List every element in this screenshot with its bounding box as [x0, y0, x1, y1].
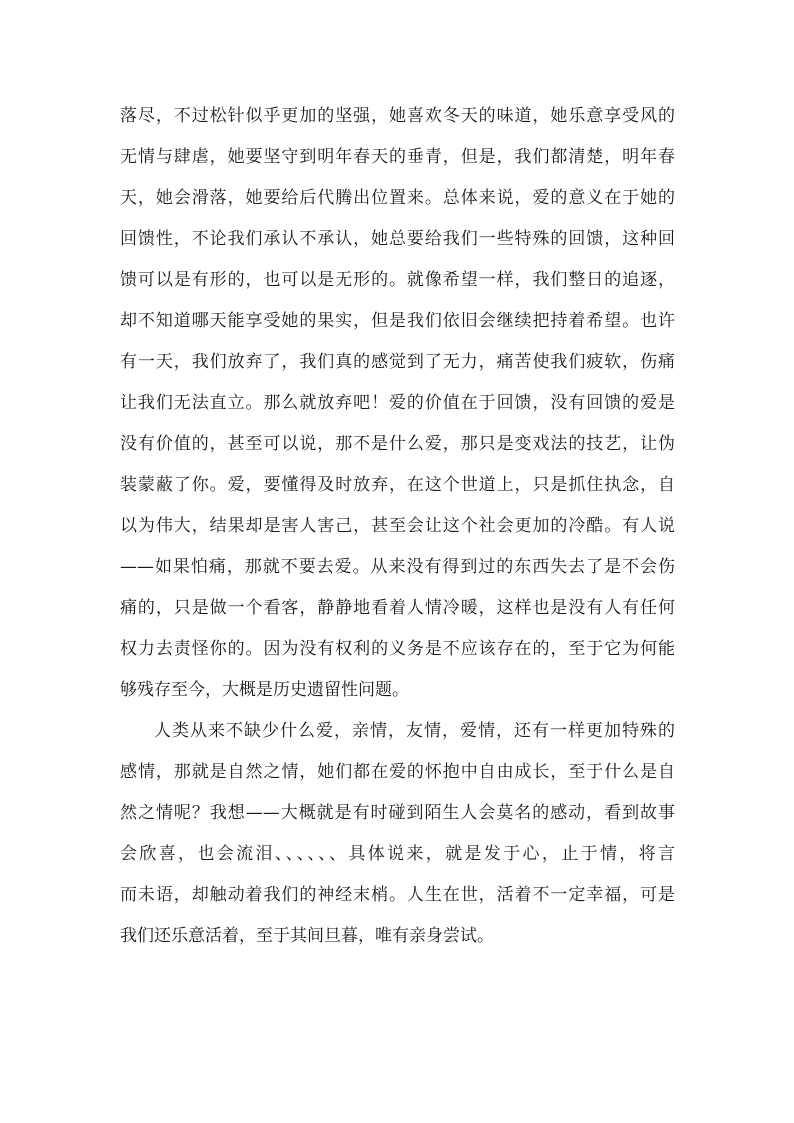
paragraph-1	[120, 96, 675, 711]
text-line: 无情与肆虐，她要坚守到明年春天的垂青，但是，我们都清楚，明年春	[120, 147, 675, 167]
text-line: 痛的，只是做一个看客，静静地看着人情冷暖，这样也是没有人有任何	[120, 598, 675, 618]
text-line: 让我们无法直立。那么就放弃吧！爱的价值在于回馈，没有回馈的爱是	[120, 393, 675, 413]
text-line: 没有价值的，甚至可以说，那不是什么爱，那只是变戏法的技艺，让伪	[120, 434, 675, 454]
text-line: 会欣喜，也会流泪、、、、、、具体说来，就是发于心，止于情，将言	[120, 844, 675, 864]
text-line: 而未语，却触动着我们的神经末梢。人生在世，活着不一定幸福，可是	[120, 885, 675, 905]
text-line: 却不知道哪天能享受她的果实，但是我们依旧会继续把持着希望。也许	[120, 311, 675, 331]
text-line: ——如果怕痛，那就不要去爱。从来没有得到过的东西失去了是不会伤	[120, 557, 675, 577]
text-line: 以为伟大，结果却是害人害己，甚至会让这个社会更加的冷酷。有人说	[120, 516, 675, 536]
text-line: 落尽，不过松针似乎更加的坚强，她喜欢冬天的味道，她乐意享受风的	[120, 106, 675, 126]
document-body	[120, 96, 675, 957]
text-line-last: 我们还乐意活着，至于其间旦暮，唯有亲身尝试。	[120, 926, 494, 946]
text-line: 天，她会滑落，她要给后代腾出位置来。总体来说，爱的意义在于她的	[120, 188, 675, 208]
text-line: 权力去责怪你的。因为没有权利的义务是不应该存在的，至于它为何能	[120, 639, 675, 659]
text-line: 感情，那就是自然之情，她们都在爱的怀抱中自由成长，至于什么是自	[120, 762, 675, 782]
text-line: 有一天，我们放弃了，我们真的感觉到了无力，痛苦使我们疲软，伤痛	[120, 352, 675, 372]
text-line: 然之情呢？我想——大概就是有时碰到陌生人会莫名的感动，看到故事	[120, 803, 675, 823]
text-line: 馈可以是有形的，也可以是无形的。就像希望一样，我们整日的追逐，	[120, 270, 675, 290]
paragraph-2	[120, 711, 675, 957]
text-line: 回馈性，不论我们承认不承认，她总要给我们一些特殊的回馈，这种回	[120, 229, 675, 249]
text-line-last: 够残存至今，大概是历史遗留性问题。	[120, 680, 409, 700]
text-line-first: 人类从来不缺少什么爱，亲情，友情，爱情，还有一样更加特殊的	[154, 721, 675, 741]
text-line: 装蒙蔽了你。爱，要懂得及时放弃，在这个世道上，只是抓住执念，自	[120, 475, 675, 495]
